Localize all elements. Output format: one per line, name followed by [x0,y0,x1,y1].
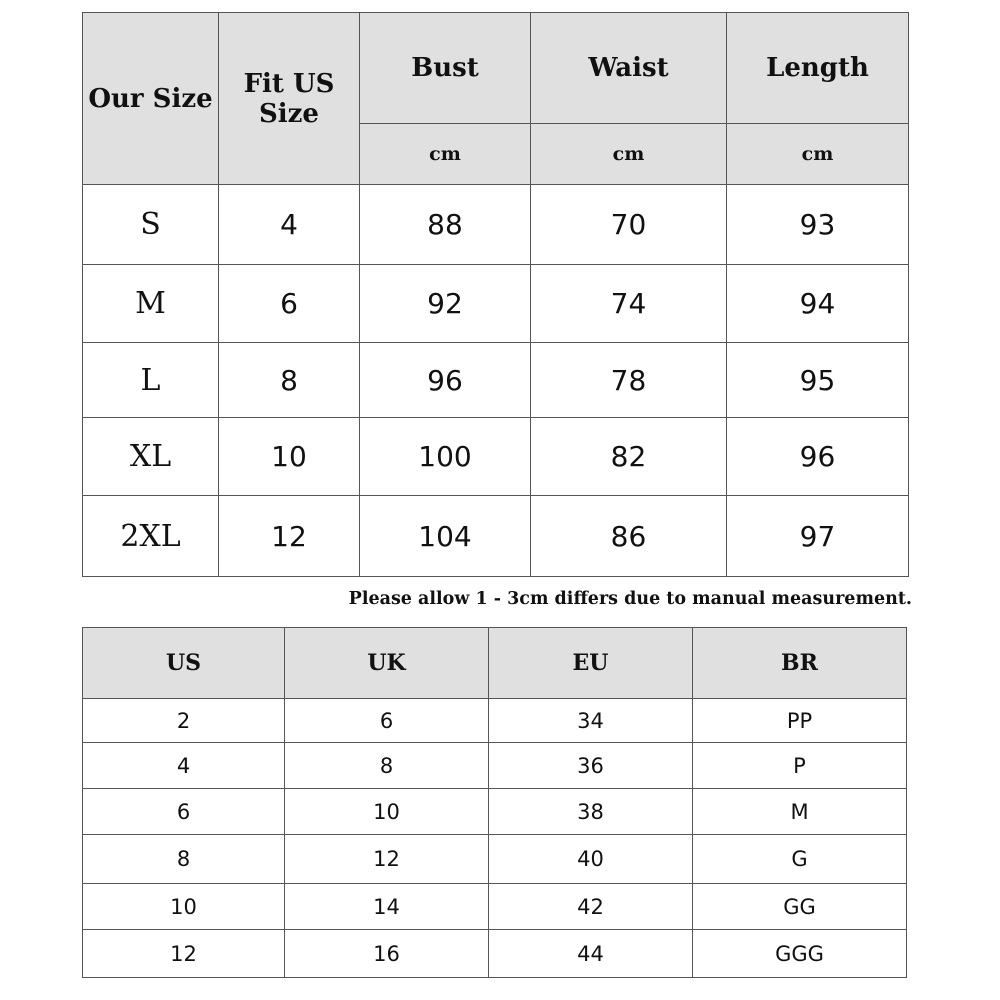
cell-waist: 82 [531,418,727,496]
table-row [83,930,907,978]
table-row [83,185,909,265]
cell-us: 10 [219,418,360,496]
header-us: US [83,628,285,699]
header-our-size: Our Size [83,13,219,185]
cell-waist: 74 [531,265,727,343]
cell-uk: 6 [285,699,489,743]
header-waist: Waist [531,13,727,124]
cell-us: 2 [83,699,285,743]
header-fit-us-size [219,13,360,185]
measurement-note: Please allow 1 - 3cm differs due to manual measurement. [348,589,912,609]
cell-eu: 40 [489,835,693,884]
cell-eu: 42 [489,884,693,930]
cell-uk: 14 [285,884,489,930]
cell-br: G [693,835,907,884]
header-bust-unit: cm [360,124,531,185]
header-bust: Bust [360,13,531,124]
header-uk: UK [285,628,489,699]
cell-bust: 92 [360,265,531,343]
cell-size: S [83,185,219,265]
cell-waist: 86 [531,496,727,577]
header-length: Length [727,13,909,124]
cell-length: 94 [727,265,909,343]
cell-br: M [693,789,907,835]
cell-bust: 104 [360,496,531,577]
cell-eu: 36 [489,743,693,789]
cell-uk: 8 [285,743,489,789]
cell-us: 8 [83,835,285,884]
table-row [83,789,907,835]
table-row [83,343,909,418]
cell-us: 8 [219,343,360,418]
cell-size: M [83,265,219,343]
cell-uk: 10 [285,789,489,835]
cell-br: PP [693,699,907,743]
table-row [83,743,907,789]
table-row [83,265,909,343]
cell-uk: 16 [285,930,489,978]
cell-us: 6 [83,789,285,835]
cell-size: L [83,343,219,418]
cell-length: 97 [727,496,909,577]
cell-waist: 70 [531,185,727,265]
header-fit-us-size-line2: Size [259,98,319,129]
cell-us: 12 [219,496,360,577]
cell-eu: 38 [489,789,693,835]
cell-bust: 100 [360,418,531,496]
cell-length: 96 [727,418,909,496]
cell-us: 4 [219,185,360,265]
cell-br: GG [693,884,907,930]
header-waist-unit: cm [531,124,727,185]
cell-br: GGG [693,930,907,978]
header-length-unit: cm [727,124,909,185]
size-conversion-table [82,627,907,978]
cell-br: P [693,743,907,789]
cell-us: 6 [219,265,360,343]
table-row [83,835,907,884]
table-row [83,418,909,496]
table-row [83,496,909,577]
cell-eu: 34 [489,699,693,743]
cell-length: 93 [727,185,909,265]
cell-uk: 12 [285,835,489,884]
cell-length: 95 [727,343,909,418]
table-row [83,699,907,743]
header-eu: EU [489,628,693,699]
cell-bust: 88 [360,185,531,265]
cell-us: 10 [83,884,285,930]
cell-us: 4 [83,743,285,789]
cell-eu: 44 [489,930,693,978]
cell-us: 12 [83,930,285,978]
cell-waist: 78 [531,343,727,418]
table-row [83,884,907,930]
header-br: BR [693,628,907,699]
cell-bust: 96 [360,343,531,418]
cell-size: 2XL [83,496,219,577]
header-fit-us-size-line1: Fit US [243,68,335,99]
size-chart-table [82,12,909,577]
cell-size: XL [83,418,219,496]
